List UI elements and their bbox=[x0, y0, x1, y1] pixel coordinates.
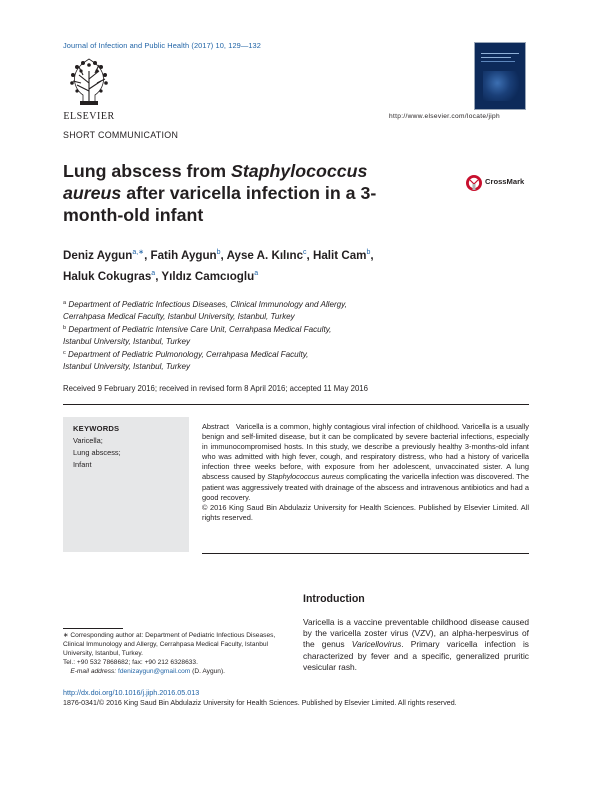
email-label: E-mail address: bbox=[70, 667, 117, 675]
title-part2: after varicella infection in a 3-month-old infant bbox=[63, 183, 377, 225]
crossmark-label[interactable]: CrossMark bbox=[485, 177, 525, 186]
abstract-copyright: © 2016 King Saud Bin Abdulaziz University for Health Sciences. Published by Elsevier Limited. All rights reserved. bbox=[202, 502, 529, 522]
author-name[interactable]: Fatih Aygun bbox=[150, 249, 217, 262]
affiliation-marker: b bbox=[63, 325, 67, 331]
author-affiliation-marker[interactable]: b bbox=[366, 249, 371, 256]
corresponding-text: ∗ Corresponding author at: Department of Pediatric Infectious Diseases, Clinical Immunology and Allergy, Cerrahpasa Medical Faculty, Istanbul University, Istanbul, Turkey. bbox=[63, 632, 276, 657]
affiliation-line: Istanbul University, Istanbul, Turkey bbox=[63, 337, 191, 347]
author-affiliation-marker[interactable]: b bbox=[216, 249, 221, 256]
elsevier-logo bbox=[63, 53, 115, 123]
corresponding-author-footnote bbox=[63, 632, 288, 677]
author-affiliation-marker[interactable]: c bbox=[303, 249, 307, 256]
abstract-text: complicating the varicella infection was discovered. The patient was aggressively treated with drainage of the abscess and intravenous antibiotics and had a good recovery. bbox=[202, 472, 529, 502]
affiliation-c bbox=[63, 347, 483, 374]
author-name[interactable]: Deniz Aygun bbox=[63, 249, 133, 262]
article-type: SHORT COMMUNICATION bbox=[63, 130, 179, 140]
author-affiliation-marker[interactable]: a bbox=[254, 270, 259, 277]
author-name[interactable]: Yıldız Camcıoglu bbox=[161, 270, 255, 283]
author-separator: , bbox=[370, 249, 374, 262]
affiliation-marker: c bbox=[63, 350, 66, 356]
journal-reference[interactable]: Journal of Infection and Public Health (2017) 10, 129—132 bbox=[63, 41, 261, 50]
abstract bbox=[202, 422, 529, 523]
author-separator: , bbox=[220, 249, 227, 262]
received-dates: Received 9 February 2016; received in revised form 8 April 2016; accepted 11 May 2016 bbox=[63, 384, 368, 393]
author-list bbox=[63, 244, 493, 286]
author-separator: , bbox=[306, 249, 313, 262]
affiliation-line: Cerrahpasa Medical Faculty, Istanbul University, Istanbul, Turkey bbox=[63, 312, 295, 322]
email-link[interactable]: fdenizaygun@gmail.com bbox=[117, 667, 191, 675]
footnote-rule bbox=[63, 628, 123, 629]
author-separator: , bbox=[144, 249, 151, 262]
affiliation-a bbox=[63, 297, 483, 324]
section-heading-introduction: Introduction bbox=[303, 593, 365, 605]
intro-text: . Primary varicella infection is characterized by fever and a specific, generalized pruritic vesicular rash. bbox=[303, 639, 529, 672]
abstract-label: Abstract bbox=[202, 422, 230, 431]
keywords-heading: KEYWORDS bbox=[73, 424, 120, 433]
divider bbox=[202, 553, 529, 554]
abstract-species: Staphylococcus aureus bbox=[267, 472, 344, 482]
article-title bbox=[63, 160, 423, 226]
keyword: Lung abscess; bbox=[73, 448, 121, 457]
divider bbox=[63, 404, 529, 405]
contact-email-line bbox=[63, 668, 288, 677]
abstract-body bbox=[202, 422, 529, 503]
affiliation-line: Istanbul University, Istanbul, Turkey bbox=[63, 362, 191, 372]
intro-text: Varicella is a vaccine preventable childhood disease caused by the varicella zoster virus (VZV), an alpha-herpesvirus of the genus bbox=[303, 617, 529, 650]
author-name[interactable]: Halit Cam bbox=[312, 249, 367, 262]
author-affiliation-marker[interactable]: a,∗ bbox=[132, 249, 145, 256]
author-name[interactable]: Ayse A. Kılınc bbox=[226, 249, 304, 262]
email-suffix: (D. Aygun). bbox=[190, 667, 225, 675]
title-part1: Lung abscess from bbox=[63, 161, 231, 181]
contact-phone: Tel.: +90 532 7868682; fax: +90 212 6328633. bbox=[63, 658, 198, 666]
keyword: Infant bbox=[73, 460, 92, 469]
journal-url[interactable]: http://www.elsevier.com/locate/jiph bbox=[389, 113, 500, 120]
abstract-text: Varicella is a common, highly contagious viral infection of childhood. Varicella is a usually benign and self-limited disease, but it can be complicated by severe bacterial infections, especially in immunocompromised hosts. In this study, we describe a previously healthy 3-months-old infant who was admitted with high fever, cough, and respiratory distress, who had a history of varicella infection three weeks before, with exposure from her adolescent, unvaccinated sister. A lung abscess caused by bbox=[202, 422, 529, 482]
affiliation-line: Department of Pediatric Pulmonology, Cerrahpasa Medical Faculty, bbox=[68, 350, 309, 359]
doi-link[interactable]: http://dx.doi.org/10.1016/j.jiph.2016.05.013 bbox=[63, 688, 200, 697]
author-separator: , bbox=[155, 270, 162, 283]
title-species: Staphylococcus aureus bbox=[63, 161, 368, 203]
keyword: Varicella; bbox=[73, 436, 103, 445]
affiliation-line: Department of Pediatric Infectious Diseases, Clinical Immunology and Allergy, bbox=[68, 300, 347, 309]
intro-genus: Varicellovirus bbox=[351, 639, 402, 650]
footer-copyright: 1876-0341/© 2016 King Saud Bin Abdulaziz University for Health Sciences. Published by Elsevier Limited. All rights reserved. bbox=[63, 699, 457, 707]
elsevier-wordmark: ELSEVIER bbox=[63, 111, 115, 122]
affiliation-marker: a bbox=[63, 300, 67, 306]
author-name[interactable]: Haluk Cokugras bbox=[63, 270, 152, 283]
affiliation-line: Department of Pediatric Intensive Care Unit, Cerrahpasa Medical Faculty, bbox=[68, 325, 332, 334]
author-affiliation-marker[interactable]: a bbox=[151, 270, 156, 277]
affiliation-b bbox=[63, 322, 483, 349]
keywords-box bbox=[63, 417, 189, 552]
introduction-paragraph bbox=[303, 617, 529, 673]
journal-cover-thumbnail[interactable] bbox=[474, 42, 526, 110]
